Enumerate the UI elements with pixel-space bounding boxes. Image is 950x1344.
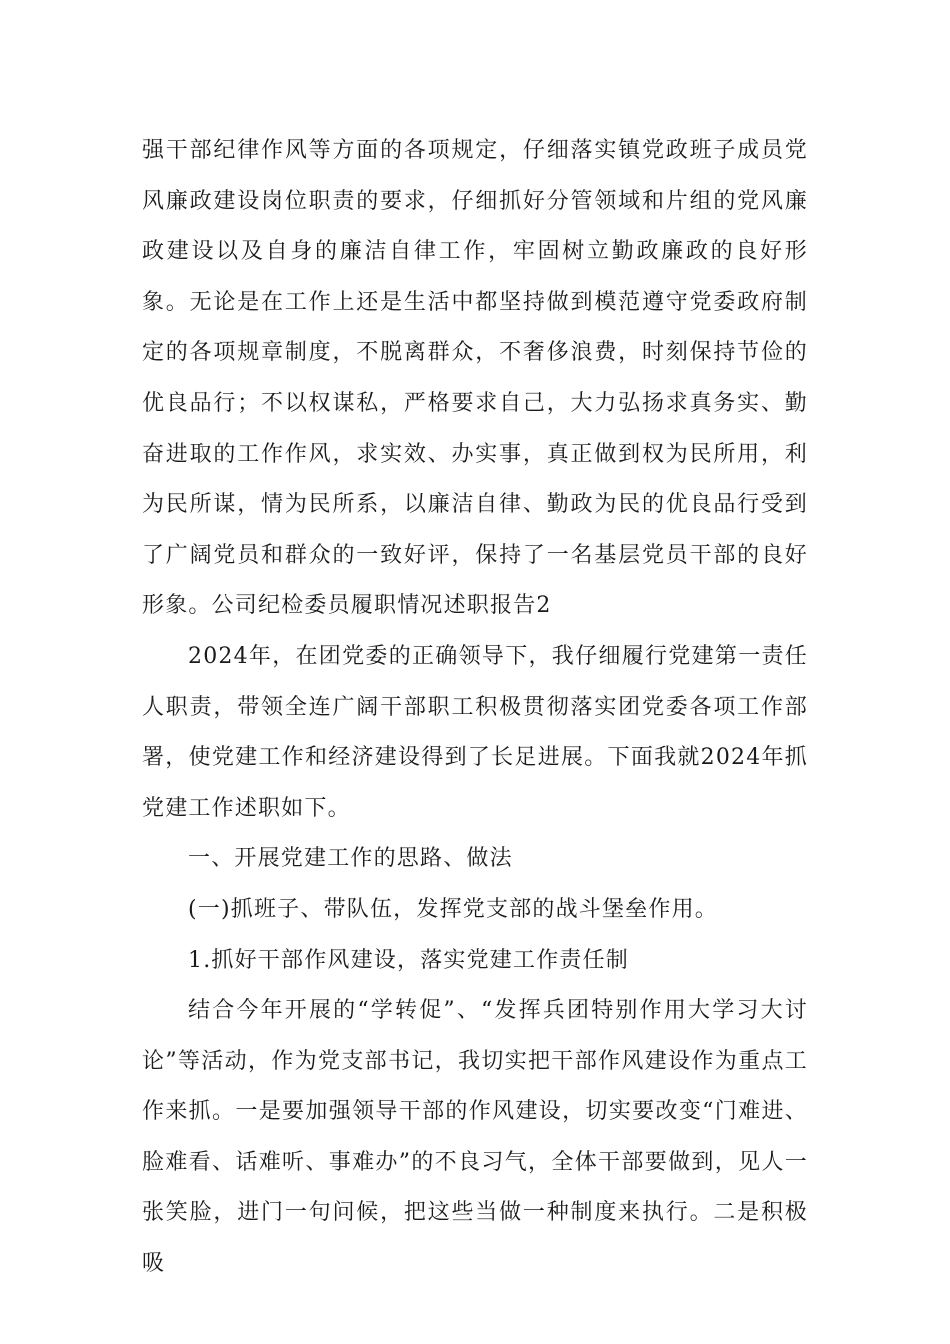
paragraph-6: 结合今年开展的“学转促”、“发挥兵团特别作用大学习大讨论”等活动，作为党支部书记，我切实把干部作风建设作为重点工作来抓。一是要加强领导干部的作风建设，切实要改变“门难进、脸难看、话难听、事难办”的不良习气，全体干部要做到，见人一张笑脸，进门一句问候，把这些当做一种制度来执行。二是积极吸 xyxy=(142,998,808,1277)
subsection-heading: (一)抓班子、带队伍，发挥党支部的战斗堡垒作用。 xyxy=(188,896,718,922)
paragraph-2: 2024年，在团党委的正确领导下，我仔细履行党建第一责任人职责，带领全连广阔干部职工积极贯彻落实团党委各项工作部署，使党建工作和经济建设得到了长足进展。下面我就2024年抓党建工作述职如下。 xyxy=(142,643,808,821)
document-body xyxy=(142,126,808,1290)
section-heading: 一、开展党建工作的思路、做法 xyxy=(188,846,513,872)
paragraph-1: 强干部纪律作风等方面的各项规定，仔细落实镇党政班子成员党风廉政建设岗位职责的要求，仔细抓好分管领域和片组的党风廉政建设以及自身的廉洁自律工作，牢固树立勤政廉政的良好形象。无论是在工作上还是生活中都坚持做到模范遵守党委政府制定的各项规章制度，不脱离群众，不奢侈浪费，时刻保持节俭的优良品行；不以权谋私，严格要求自己，大力弘扬求真务实、勤奋进取的工作作风，求实效、办实事，真正做到权为民所用，利为民所谋，情为民所系，以廉洁自律、勤政为民的优良品行受到了广阔党员和群众的一致好评，保持了一名基层党员干部的良好形象。公司纪检委员履职情况述职报告2 xyxy=(142,138,808,619)
item-heading: 1.抓好干部作风建设，落实党建工作责任制 xyxy=(188,947,629,973)
